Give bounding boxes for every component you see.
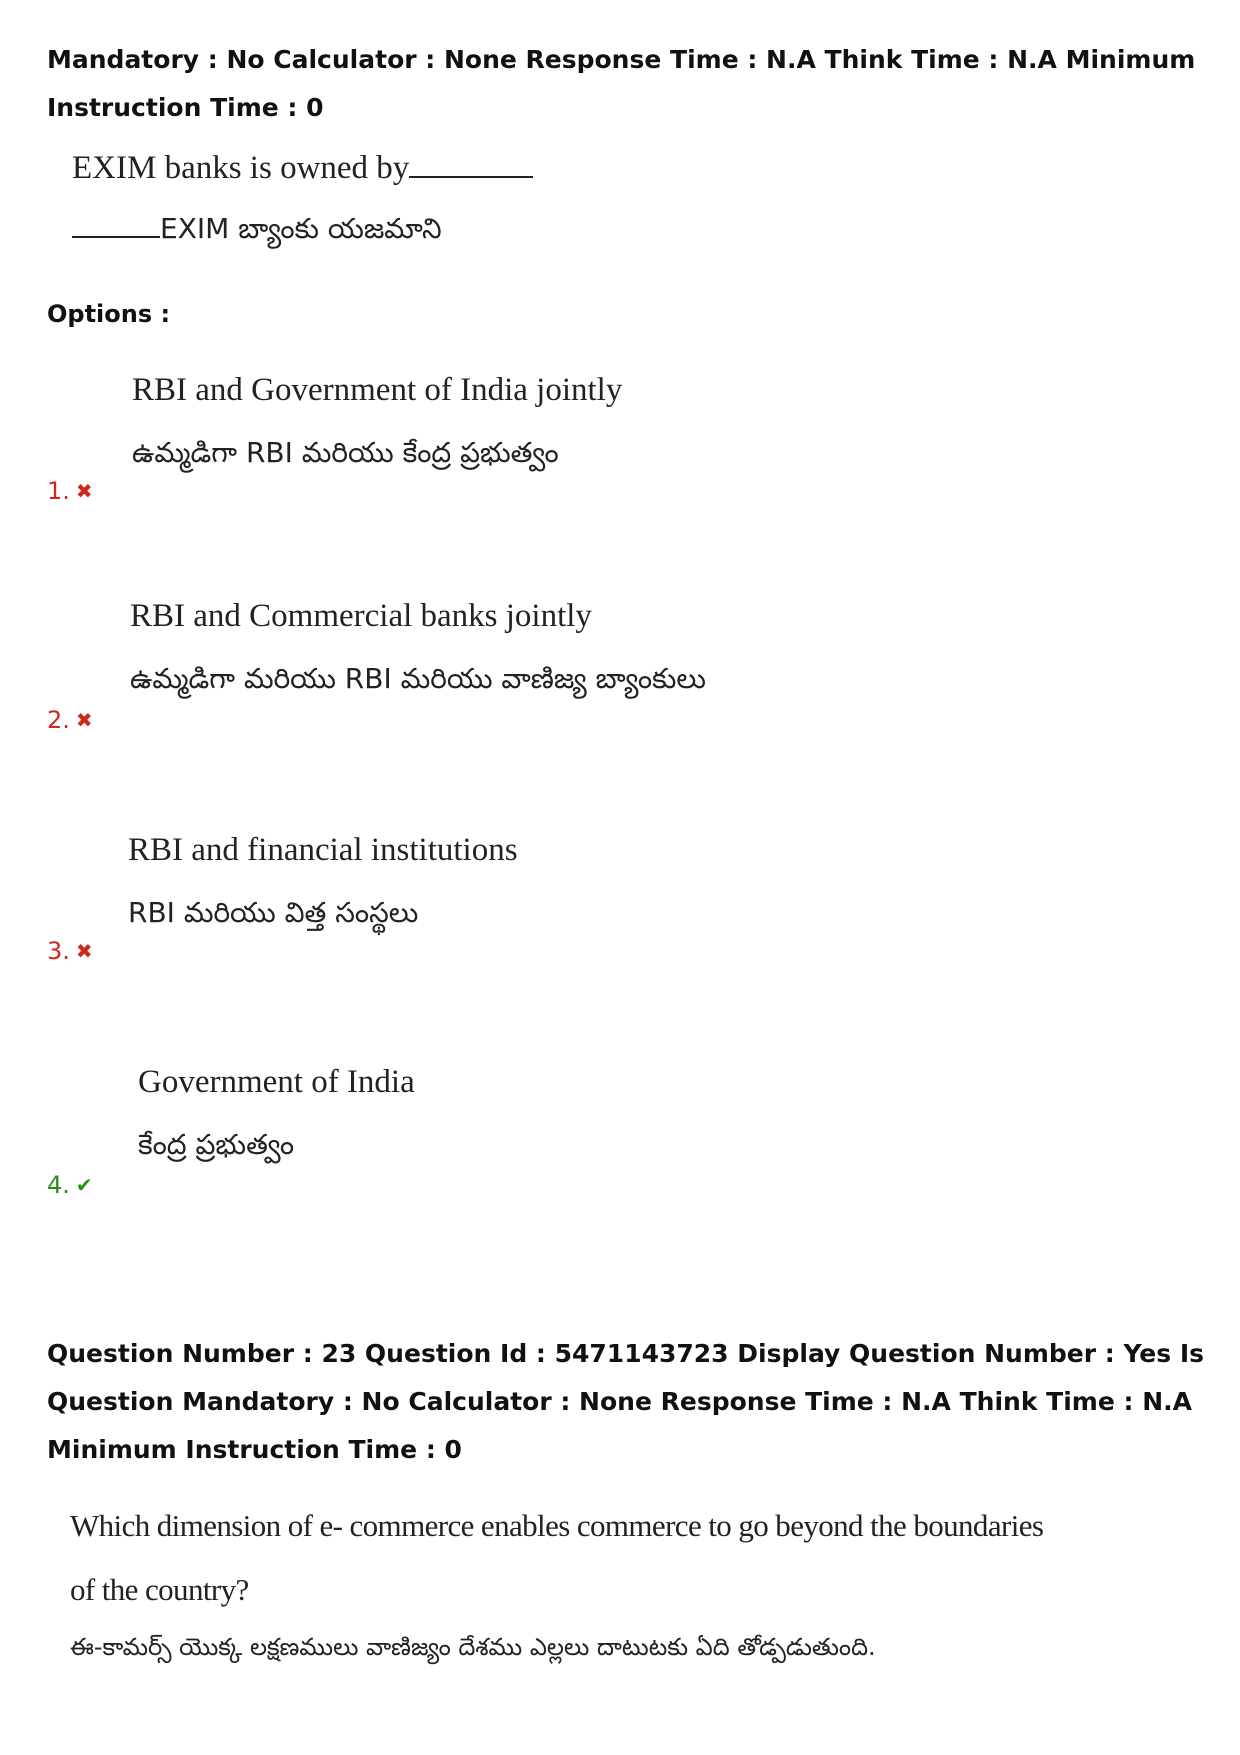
answer-blank [72, 235, 160, 238]
question-text-en-body: EXIM banks is owned by [72, 150, 410, 186]
question-text-en [72, 150, 533, 187]
question-text-te-body: EXIM బ్యాంకు యజమాని [160, 212, 442, 245]
option-2-text-en: RBI and Commercial banks jointly [130, 598, 592, 634]
answer-blank [409, 175, 533, 178]
option-3-marker [47, 936, 93, 966]
option-4-text-en: Government of India [138, 1064, 415, 1100]
option-number: 1. [47, 477, 70, 505]
question-23-text-en-line1: Which dimension of e- commerce enables commerce to go beyond the boundaries [70, 1508, 1044, 1543]
wrong-cross-icon: ✖ [75, 939, 93, 963]
wrong-cross-icon: ✖ [75, 479, 93, 503]
question-23-text-en-line2: of the country? [70, 1572, 249, 1607]
option-2-text-te: ఉమ్మడిగా మరియు RBI మరియు వాణిజ్య బ్యాంకులు [130, 662, 706, 695]
option-2-marker [47, 705, 93, 735]
question-text-te [72, 212, 442, 252]
option-4-marker [47, 1170, 93, 1200]
options-label: Options : [47, 300, 171, 328]
option-1-text-te: ఉమ్మడిగా RBI మరియు కేంద్ర ప్రభుత్వం [132, 436, 559, 469]
option-number: 3. [47, 937, 70, 965]
option-3-text-te: RBI మరియు విత్త సంస్థలు [128, 896, 419, 929]
wrong-cross-icon: ✖ [75, 708, 93, 732]
option-3-text-en: RBI and financial institutions [128, 832, 518, 868]
correct-check-icon: ✔ [75, 1173, 93, 1197]
question-23-text-te: ఈ-కామర్స్ యొక్క లక్షణములు వాణిజ్యం దేశము ఎల్లలు దాటుటకు ఏది తోడ్పడుతుంది. [70, 1633, 876, 1661]
question-23-meta: Question Number : 23 Question Id : 5471143723 Display Question Number : Yes Is Question Mandatory : No Calculator : None Response Time : N.A Think Time : N.A Minimum Instruction Time : 0 [47, 1339, 1205, 1464]
option-1-text-en: RBI and Government of India jointly [132, 372, 623, 408]
question-meta: Mandatory : No Calculator : None Response Time : N.A Think Time : N.A Minimum Instruction Time : 0 [47, 45, 1196, 122]
option-number: 2. [47, 706, 70, 734]
option-number: 4. [47, 1171, 70, 1199]
option-4-text-te: కేంద్ర ప్రభుత్వం [138, 1128, 295, 1161]
option-1-marker [47, 476, 93, 506]
